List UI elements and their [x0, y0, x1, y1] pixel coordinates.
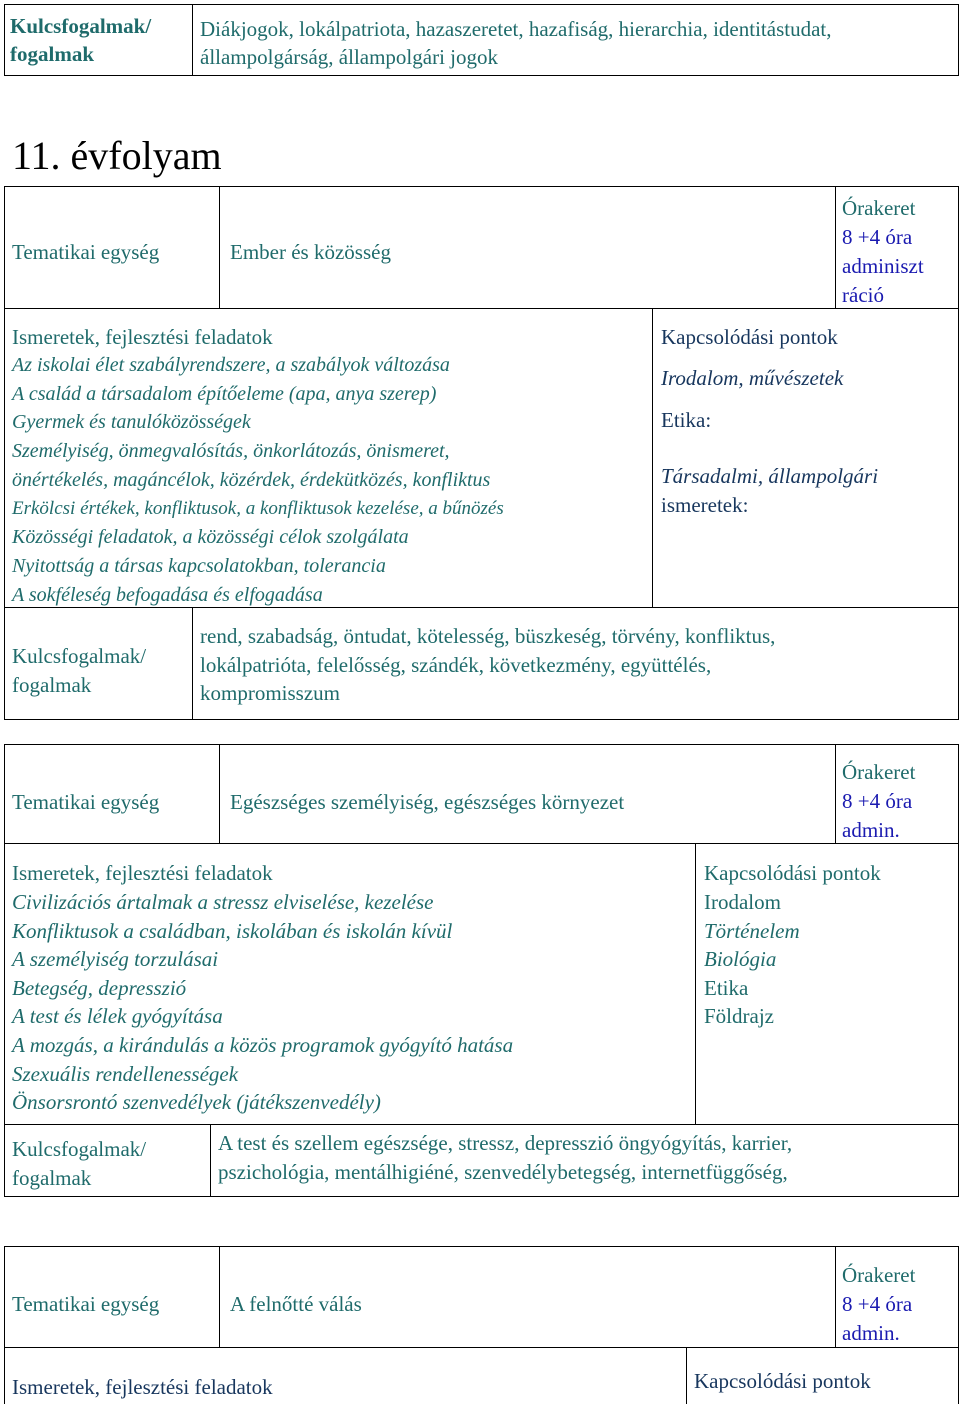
unit3-title: A felnőtté válás — [230, 1292, 362, 1316]
unit1-header-divider-b — [835, 186, 836, 309]
unit1-keywords-text: rend, szabadság, öntudat, kötelesség, büszkeség, törvény, konfliktus, lokálpatrióta, felelősség, szándék, következmény, együttélés, kompromisszum — [200, 624, 776, 705]
unit2-ismeretek-list: Civilizációs ártalmak a stressz elviselése, kezelése Konfliktusok a családban, iskolában és iskolán kívül A személyiség torzulásai Betegség, depresszió A test és lélek gyógyítása A mozgás, a kirándulás a közös programok gyógyító hatása Szexuális rendellenességek Önsorsrontó szenvedélyek (játékszenvedély) — [12, 890, 514, 1115]
unit2-content-divider — [695, 844, 696, 1124]
unit1-title: Ember és közösség — [230, 240, 391, 264]
unit2-orakeret: Órakeret 8 +4 óra admin. — [842, 760, 916, 842]
unit1-kapcsolodasi-0: Irodalom, művészetek — [661, 366, 844, 390]
unit1-kapcsolodasi-1: Etika: — [661, 408, 712, 432]
unit2-title: Egészséges személyiség, egészséges környezet — [230, 790, 625, 814]
unit3-orakeret: Órakeret 8 +4 óra admin. — [842, 1263, 916, 1345]
unit1-header-divider-a — [219, 186, 220, 309]
unit1-kapcsolodasi-3: ismeretek: — [661, 493, 749, 517]
unit1-content-divider — [652, 308, 653, 607]
top-keywords-label: Kulcsfogalmak/ fogalmak — [10, 14, 152, 66]
unit2-header-divider-a — [219, 744, 220, 844]
unit2-kapcsolodasi-label: Kapcsolódási pontok — [704, 861, 881, 885]
top-keywords-text: Diákjogok, lokálpatriota, hazaszeretet, hazafiság, hierarchia, identitástudat, állampolgárság, állampolgári jogok — [200, 17, 832, 69]
unit3-content-divider — [686, 1348, 687, 1404]
unit2-keywords-text: A test és szellem egészsége, stressz, depresszió öngyógyítás, karrier, pszichológia, mentálhigiéné, szenvedélybetegség, internetfüggőség, — [218, 1131, 793, 1184]
unit2-header-divider-b — [835, 744, 836, 844]
unit3-kapcsolodasi-label: Kapcsolódási pontok — [694, 1369, 871, 1393]
unit1-ismeretek-list: Az iskolai élet szabályrendszere, a szabályok változása A család a társadalom építőeleme (apa, anya szerep) Gyermek és tanulóközösségek Személyiség, önmegvalósítás, önkorlátozás, önismeret, önértékelés, magáncélok, közérdek, érdekütközés, konfliktus Erkölcsi értékek, konfliktusok, a konfliktusok kezelése, a bűnözés Közösségi feladatok, a közösségi célok szolgálata Nyitottság a társas kapcsolatokban, tolerancia A sokféleség befogadása és elfogadása — [12, 354, 504, 606]
unit3-ismeretek-label: Ismeretek, fejlesztési feladatok — [12, 1375, 273, 1399]
unit1-tematikai-label: Tematikai egység — [12, 240, 160, 264]
unit1-keywords-label: Kulcsfogalmak/ fogalmak — [12, 644, 147, 697]
grade-heading: 11. évfolyam — [12, 133, 222, 178]
top-keywords-divider — [192, 4, 193, 76]
unit3-header-divider-a — [219, 1246, 220, 1348]
unit1-keywords-divider — [192, 607, 193, 720]
unit1-ismeretek-label: Ismeretek, fejlesztési feladatok — [12, 325, 273, 349]
unit1-kapcsolodasi-2: Társadalmi, állampolgári — [661, 464, 879, 488]
unit3-tematikai-label: Tematikai egység — [12, 1292, 160, 1316]
unit2-kapcsolodasi-list: Irodalom Történelem Biológia Etika Földrajz — [704, 890, 800, 1029]
unit2-tematikai-label: Tematikai egység — [12, 790, 160, 814]
unit2-ismeretek-label: Ismeretek, fejlesztési feladatok — [12, 861, 273, 885]
unit3-header-divider-b — [835, 1246, 836, 1348]
unit1-orakeret: Órakeret 8 +4 óra adminiszt ráció — [842, 196, 924, 307]
unit1-kapcsolodasi-label: Kapcsolódási pontok — [661, 325, 838, 349]
unit2-keywords-label: Kulcsfogalmak/ fogalmak — [12, 1137, 147, 1190]
unit2-keywords-divider — [210, 1124, 211, 1197]
